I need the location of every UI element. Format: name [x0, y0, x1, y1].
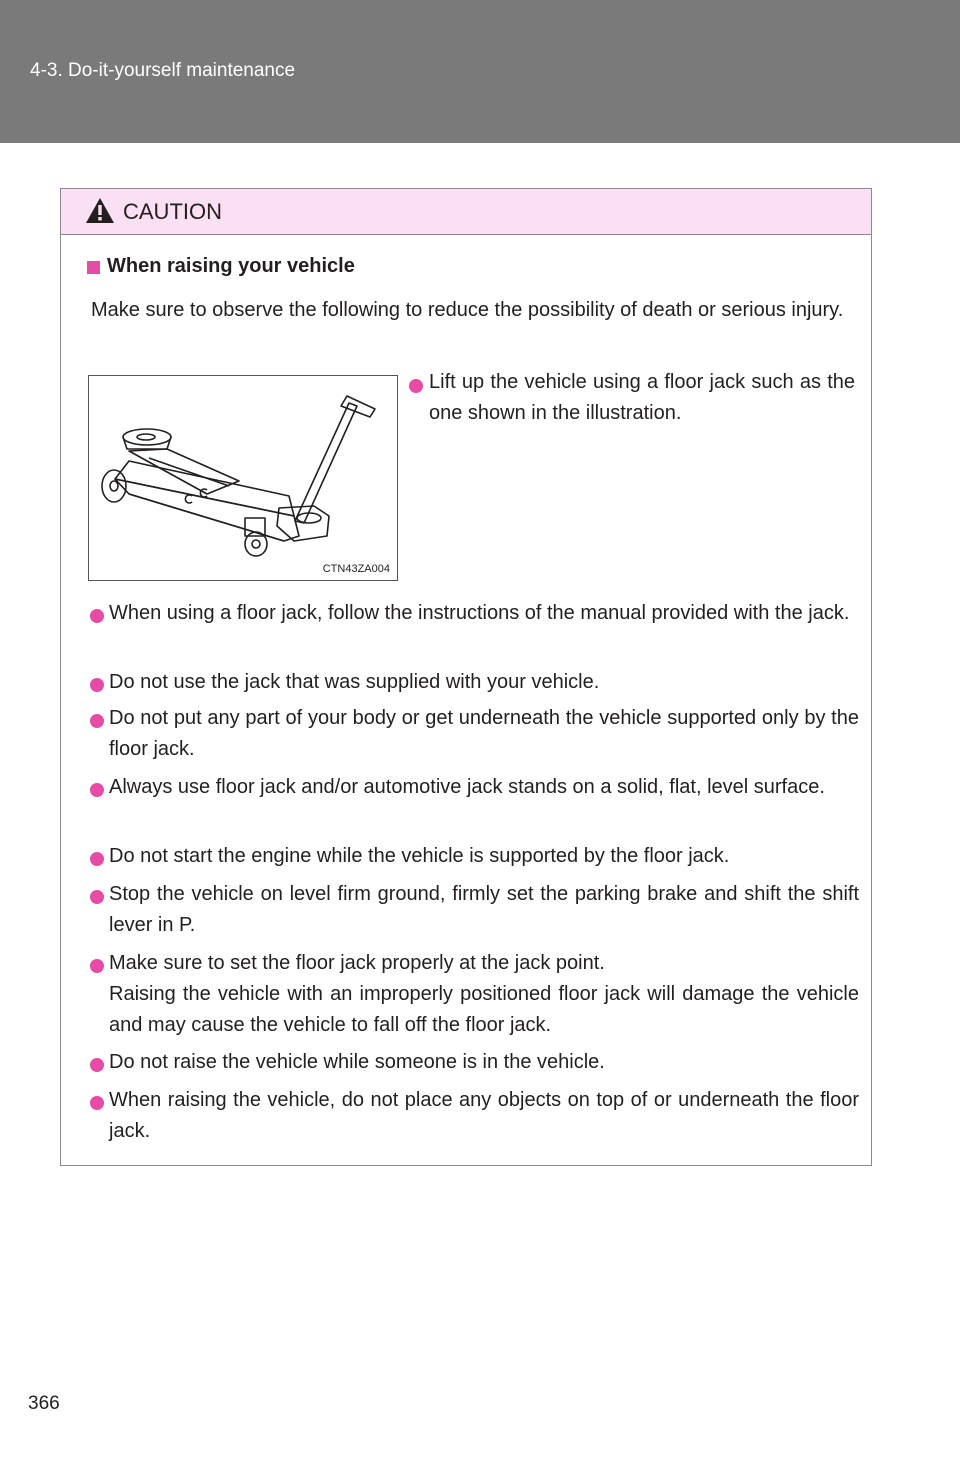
bullet-dot-icon [409, 379, 423, 393]
subheading: When raising your vehicle [107, 255, 355, 277]
bullet-dot-icon [90, 1058, 104, 1072]
section-label: 4-3. Do-it-yourself maintenance [30, 60, 296, 81]
bullet-dot-icon [90, 1096, 104, 1110]
bullet-item: Lift up the vehicle using a floor jack such as the one shown in the illustration. [429, 371, 855, 424]
bullet-item: Do not start the engine while the vehicle is supported by the floor jack. [109, 845, 730, 867]
bullet-item-detail: Raising the vehicle with an improperly positioned floor jack will damage the vehicle and may cause the vehicle to fall off the floor jack. [109, 983, 859, 1036]
warning-triangle-icon [85, 197, 115, 224]
caution-box [60, 188, 872, 1166]
bullet-dot-icon [90, 714, 104, 728]
bullet-dot-icon [90, 609, 104, 623]
bullet-item: Do not raise the vehicle while someone is in the vehicle. [109, 1051, 605, 1073]
floor-jack-icon [89, 376, 397, 580]
bullet-item [109, 948, 859, 1041]
bullet-dot-icon [90, 959, 104, 973]
caution-title: CAUTION [123, 199, 222, 224]
bullet-item: When raising the vehicle, do not place any objects on top of or underneath the floor jack. [109, 1089, 859, 1142]
bullet-item: When using a floor jack, follow the instructions of the manual provided with the jack. [109, 602, 850, 624]
bullet-dot-icon [90, 890, 104, 904]
bullet-item: Do not put any part of your body or get underneath the vehicle supported only by the floor jack. [109, 707, 859, 760]
bullet-item-main: Make sure to set the floor jack properly at the jack point. [109, 952, 605, 974]
square-bullet-icon [87, 261, 100, 274]
intro-text: Make sure to observe the following to reduce the possibility of death or serious injury. [91, 299, 844, 321]
figure-code: CTN43ZA004 [322, 563, 390, 575]
page-number: 366 [28, 1393, 60, 1414]
bullet-dot-icon [90, 678, 104, 692]
bullet-item: Always use floor jack and/or automotive jack stands on a solid, flat, level surface. [109, 776, 825, 798]
bullet-item: Do not use the jack that was supplied with your vehicle. [109, 671, 600, 693]
floor-jack-illustration [88, 375, 398, 581]
bullet-item: Stop the vehicle on level firm ground, firmly set the parking brake and shift the shift lever in P. [109, 883, 859, 936]
page-header [0, 0, 960, 143]
bullet-dot-icon [90, 852, 104, 866]
bullet-dot-icon [90, 783, 104, 797]
caution-header [61, 189, 871, 235]
